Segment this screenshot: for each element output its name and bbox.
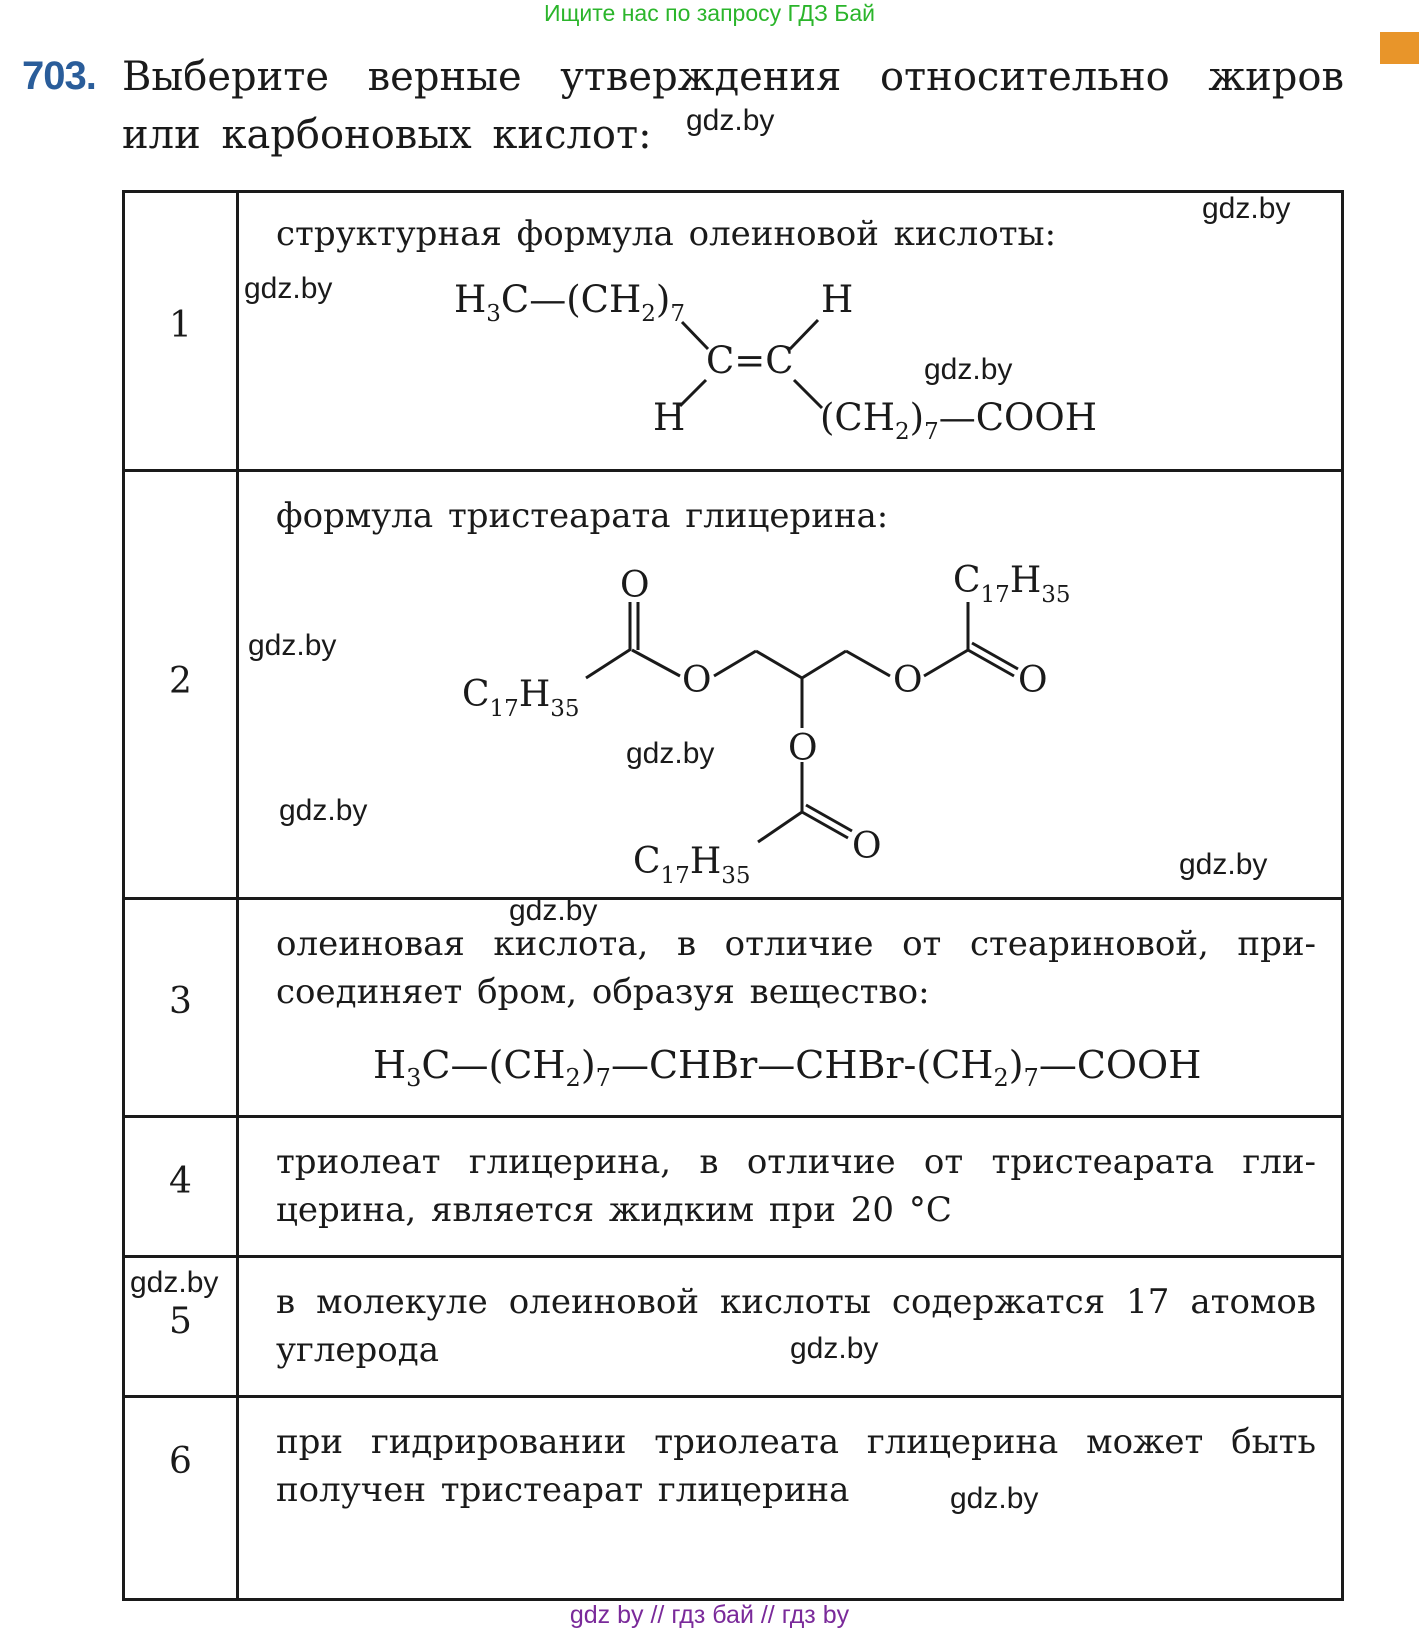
watermark: gdz.by [686,104,775,137]
row-number-1: 1 [169,305,192,346]
oleic-right-group: $(CH_2)_7—COOH$ [820,396,1097,445]
tristearate-oxygen: O [852,826,882,867]
tristearate-oxygen: O [682,660,712,701]
tristearate-radical: $C_{17}H_{35}$ [462,674,580,722]
statement-1-text: структурная формула олеиновой кислоты: [276,214,1057,254]
watermark: gdz.by [509,894,598,927]
row-number-6: 6 [169,1441,192,1482]
watermark: gdz.by [790,1332,879,1365]
watermark: gdz.by [1179,848,1268,881]
statement-4-text-line-2: церина, является жидким при 20 °C [276,1190,952,1230]
row-number-5: 5 [169,1301,192,1342]
task-number: 703. [22,54,96,98]
oleic-double-bond: C=C [706,339,794,382]
tristearate-oxygen: O [620,565,650,606]
statement-4-text-line-1: триолеат глицерина, в отличие от тристеарата гли- [276,1142,1316,1182]
bromination-product-formula: $H_3C—(CH_2)_7—CHBr—CHBr-(CH_2)_7—COOH$ [373,1043,1202,1092]
statement-2-text: формула тристеарата глицерина: [276,496,889,536]
row-number-4: 4 [169,1161,192,1202]
oleic-left-group: $H_3C—(CH_2)_7$ [454,278,685,327]
question-text-line-1: Выберите верные утверждения относительно жиров [122,54,1344,100]
tristearate-bonds [586,602,1018,842]
tristearate-oxygen: O [1018,660,1048,701]
statement-3-text-line-2: соединяет бром, образуя вещество: [276,972,930,1012]
watermark: gdz.by [130,1266,219,1299]
watermark: gdz.by [279,794,368,827]
oleic-h-top: H [821,278,854,321]
statement-5-text-line-2: углерода [276,1330,439,1370]
row-number-3: 3 [169,981,192,1022]
search-banner: Ищите нас по запросу ГДЗ Бай [543,0,876,26]
tristearate-oxygen: O [893,660,923,701]
watermark: gdz.by [248,629,337,662]
tristearate-radical: $C_{17}H_{35}$ [953,560,1071,608]
watermark: gdz.by [626,737,715,770]
statement-6-text-line-2: получен тристеарат глицерина [276,1470,850,1510]
watermark: gdz.by [950,1482,1039,1515]
row-number-2: 2 [169,661,192,702]
question-text-line-2: или карбоновых кислот: [122,112,652,158]
watermark: gdz.by [924,353,1013,386]
watermark: gdz.by [1202,192,1291,225]
tristearate-radical: $C_{17}H_{35}$ [633,841,751,889]
statement-3-text-line-1: олеиновая кислота, в отличие от стеариновой, при- [276,924,1316,964]
statement-5-text-line-1: в молекуле олеиновой кислоты содержатся 17 атомов [276,1282,1316,1322]
watermark: gdz.by [244,272,333,305]
statement-6-text-line-1: при гидрировании триолеата глицерина может быть [276,1422,1316,1462]
oleic-h-bottom: H [653,396,686,439]
tristearate-oxygen: O [788,728,818,769]
footer-links: gdz by // гдз бай // гдз by [569,1601,850,1629]
